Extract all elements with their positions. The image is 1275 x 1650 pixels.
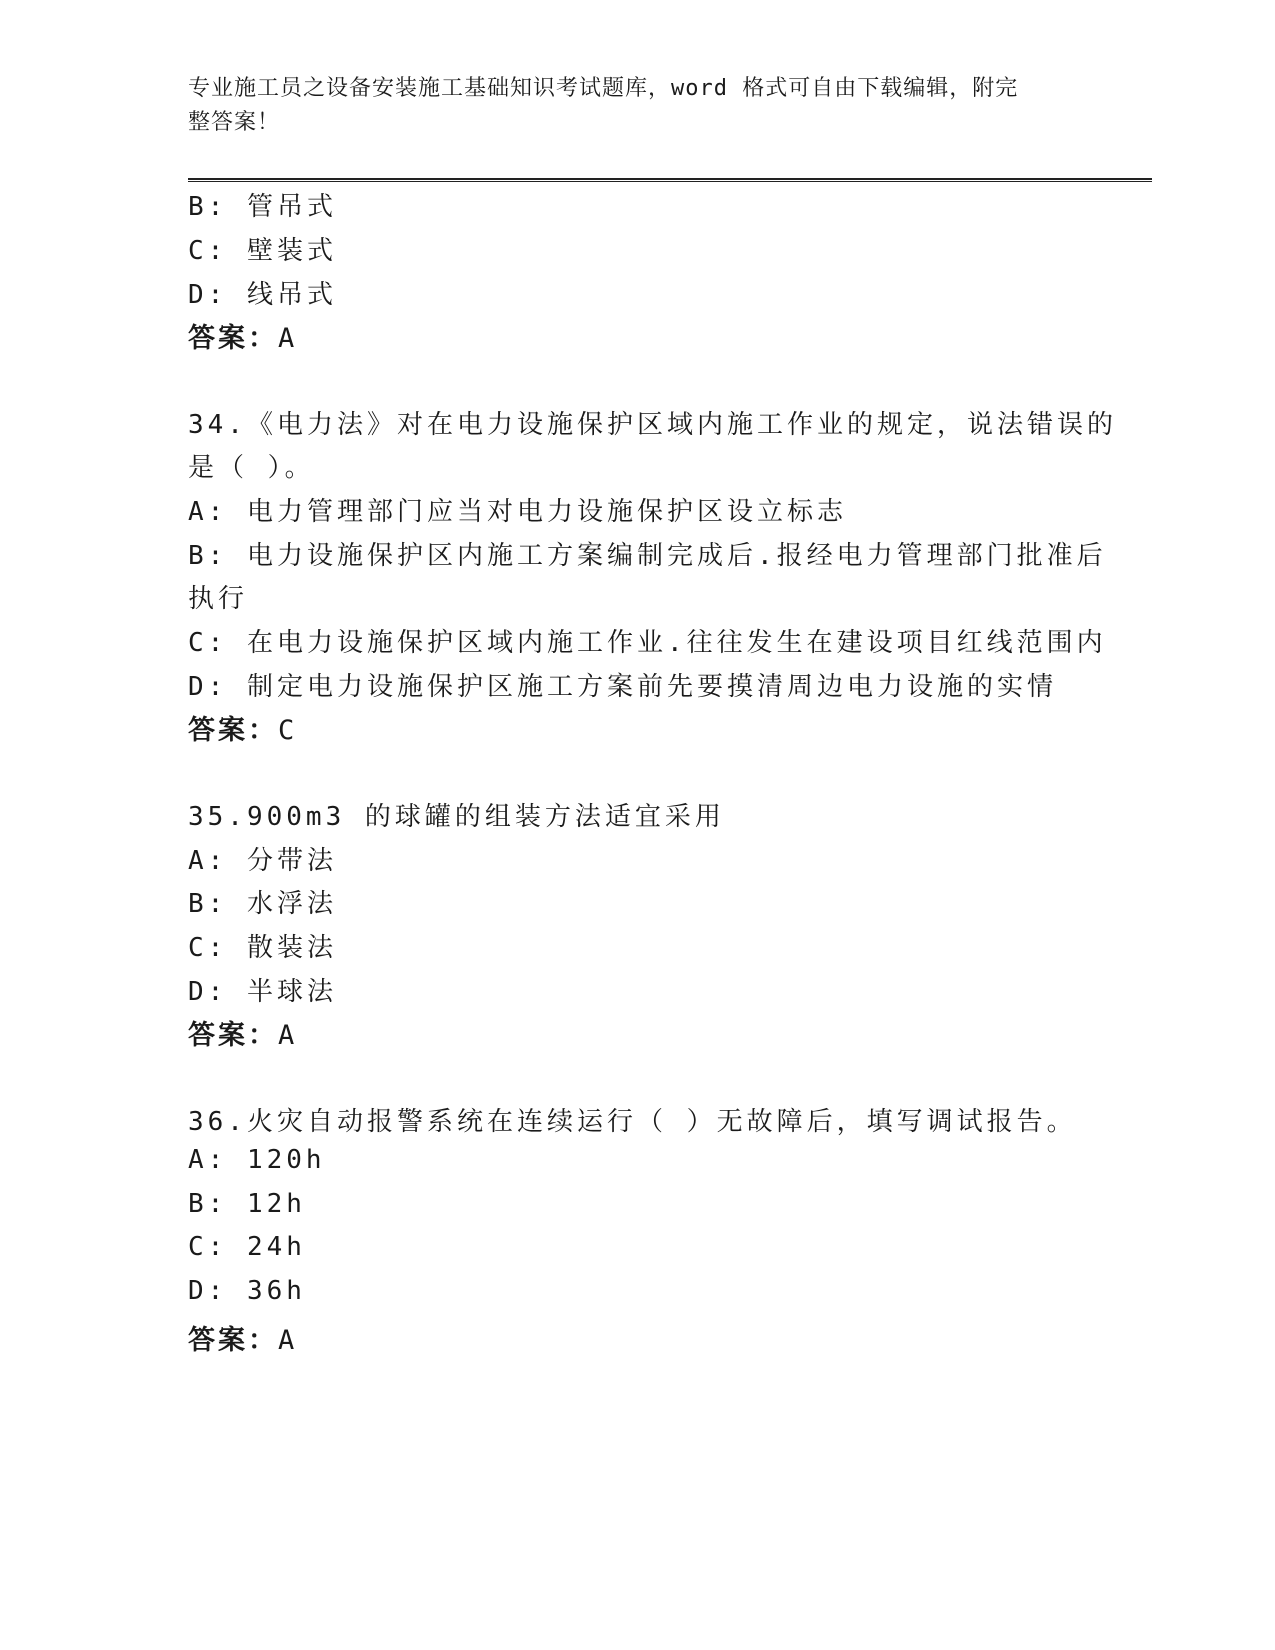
q34-option-b-line-2: 执行 (188, 584, 249, 614)
q36-option-b: B: 12h (188, 1189, 306, 1219)
header-line-1: 专业施工员之设备安装施工基础知识考试题库，word 格式可自由下载编辑，附完 (188, 76, 1019, 101)
q36-option-c: C: 24h (188, 1232, 306, 1262)
answer-value: A (278, 1325, 297, 1356)
q36-option-d: D: 36h (188, 1276, 306, 1306)
answer-value: C (278, 715, 297, 746)
header-divider (188, 178, 1152, 182)
q35-option-c: C: 散装法 (188, 933, 337, 963)
q35-option-a: A: 分带法 (188, 846, 337, 876)
q36-option-a: A: 120h (188, 1145, 326, 1175)
q34-option-c: C: 在电力设施保护区域内施工作业.往往发生在建设项目红线范围内 (188, 628, 1107, 658)
document-header (188, 72, 1068, 140)
q34-stem-line-1: 34.《电力法》对在电力设施保护区域内施工作业的规定，说法错误的 (188, 410, 1117, 440)
q35-option-b: B: 水浮法 (188, 889, 337, 919)
q34-option-d: D: 制定电力设施保护区施工方案前先要摸清周边电力设施的实情 (188, 672, 1057, 702)
q35-option-d: D: 半球法 (188, 977, 337, 1007)
q33-option-c: C: 壁装式 (188, 236, 337, 266)
answer-label: 答案： (188, 323, 278, 354)
q36-stem: 36.火灾自动报警系统在连续运行（ ）无故障后，填写调试报告。 (188, 1107, 1077, 1137)
answer-value: A (278, 1020, 297, 1051)
header-line-2: 整答案！ (188, 110, 281, 135)
answer-value: A (278, 323, 297, 354)
q35-stem: 35.900m3 的球罐的组装方法适宜采用 (188, 802, 725, 832)
q36-answer (188, 1318, 296, 1357)
q34-option-a: A: 电力管理部门应当对电力设施保护区设立标志 (188, 497, 847, 527)
q34-answer (188, 708, 296, 747)
answer-label: 答案： (188, 715, 278, 746)
q34-stem-line-2: 是（ ）。 (188, 453, 315, 483)
q33-option-b: B: 管吊式 (188, 192, 337, 222)
answer-label: 答案： (188, 1325, 278, 1356)
answer-label: 答案： (188, 1020, 278, 1051)
q33-answer (188, 316, 296, 355)
q35-answer (188, 1013, 296, 1052)
q34-option-b-line-1: B: 电力设施保护区内施工方案编制完成后.报经电力管理部门批准后 (188, 541, 1107, 571)
q33-option-d: D: 线吊式 (188, 280, 337, 310)
